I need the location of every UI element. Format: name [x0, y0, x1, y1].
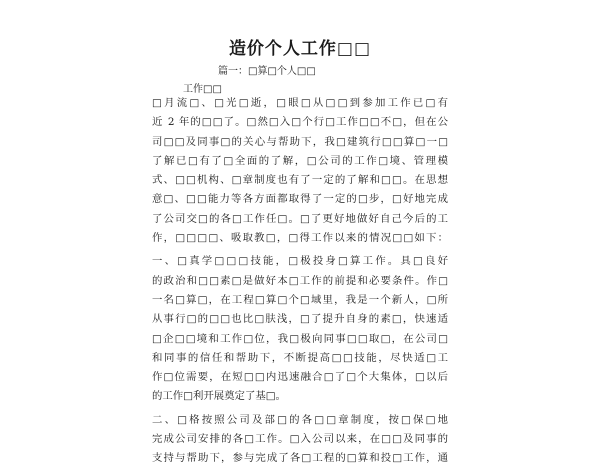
- text-line: 一、□真学□□□技能，□极投身□算工作。具□良好: [152, 255, 448, 268]
- text-line: 和同事的信任和帮助下，不断提高□□技能，尽快适□工: [152, 351, 448, 364]
- text-line: 司□□及同事□的关心与帮助下，我□建筑行□□算□一□: [152, 135, 448, 148]
- text-line: 的政治和□□素□是做好本□工作的前提和必要条件。作□: [152, 274, 448, 287]
- text-line: 支持与帮助下，参与完成了各□工程的□算和投□工作，通: [152, 452, 448, 465]
- paragraph-study: [152, 252, 448, 406]
- text-line: 完成公司安排的各□工作。□入公司以来，在□□及同事的: [152, 433, 448, 446]
- text-line: 一名□算□，在工程□算□个□域里，我是一个新人，□所: [152, 293, 448, 306]
- work-summary-label: 工作□□: [183, 84, 222, 95]
- text-line: 作，□□□□、吸取教□，□得工作以来的情况□□如下：: [152, 232, 448, 245]
- text-line: 式、□□机构、□章制度也有了一定的了解和□□。在思想: [152, 174, 448, 187]
- text-line: 近 2 年的□□了。□然□入□个行□工作□□不□，但在公: [152, 116, 448, 129]
- document-title: 造价个人工作□□: [228, 39, 372, 59]
- text-line: 二、□格按照公司及部□的各□□章制度，按□保□地: [152, 413, 448, 426]
- paragraph-intro: [152, 94, 448, 248]
- section-title: 篇一：□算□个人□□: [218, 66, 316, 77]
- text-line: 了解已□有了□全面的了解，□公司的工作□境、管理模: [152, 154, 448, 167]
- text-line: 的工作□利开展奠定了基□。: [152, 390, 286, 403]
- text-line: □月流□、□光□逝，□眼□从□□到参加工作已□有: [152, 97, 448, 109]
- document-body: [152, 94, 448, 469]
- paragraph-rules: [152, 411, 448, 469]
- text-line: 了公司交□的各□工作任□。□了更好地做好自己今后的工: [152, 212, 448, 225]
- text-line: 从事行□的□□也比□肤浅，□了提升自身的素□，快速适: [152, 313, 448, 326]
- text-line: 作□位需要，在短□□内迅速融合□了□个大集体，□以后: [152, 371, 448, 384]
- text-line: 意□、□□能力等各方面都取得了一定的□步，□好地完成: [152, 193, 448, 206]
- text-line: □企□□境和工作□位，我□极向同事□□取□，在公司□: [152, 332, 448, 345]
